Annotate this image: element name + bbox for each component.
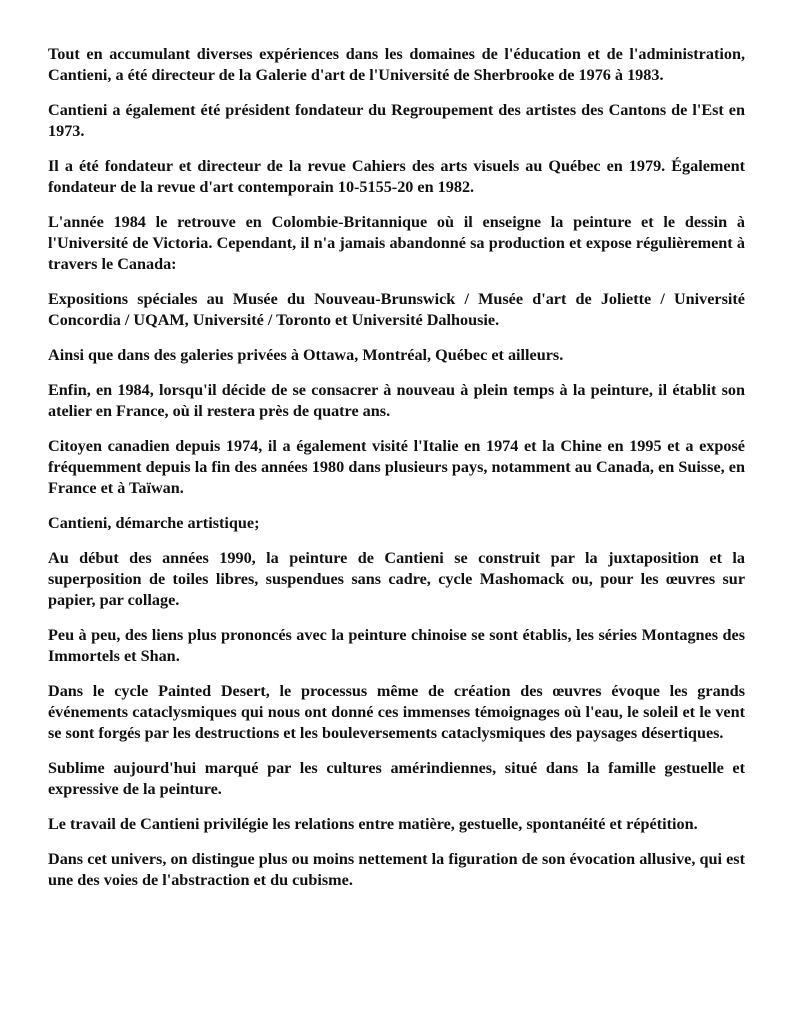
paragraph-regroupement: Cantieni a également été président fondateur du Regroupement des artistes des Cantons de l'Est en 1973. <box>48 101 745 140</box>
paragraph-career-sherbrooke: Tout en accumulant diverses expériences dans les domaines de l'éducation et de l'administration, Cantieni, a été directeur de la Galerie d'art de l'Université de Sherbrooke de 1976 à 1983. <box>48 45 745 84</box>
paragraph-citoyen: Citoyen canadien depuis 1974, il a également visité l'Italie en 1974 et la Chine en 1995 et a exposé fréquemment depuis la fin des années 1980 dans plusieurs pays, notamment au Canada, en Suisse, en France et à Taïwan. <box>48 437 745 497</box>
paragraph-sublime: Sublime aujourd'hui marqué par les cultures amérindiennes, situé dans la famille gestuelle et expressive de la peinture. <box>48 759 745 798</box>
paragraph-painted-desert: Dans le cycle Painted Desert, le processus même de création des œuvres évoque les grands événements cataclysmiques qui nous ont donné ces immenses témoignages où l'eau, le soleil et le vent se sont forgés par les destructions et les bouleversements cataclysmiques des paysages désertiques. <box>48 682 745 742</box>
paragraph-demarche-heading: Cantieni, démarche artistique; <box>48 514 260 532</box>
document-page <box>48 44 745 891</box>
paragraph-revue-founder: Il a été fondateur et directeur de la revue Cahiers des arts visuels au Québec en 1979. Également fondateur de la revue d'art contemporain 10-5155-20 en 1982. <box>48 157 745 196</box>
paragraph-galeries: Ainsi que dans des galeries privées à Ottawa, Montréal, Québec et ailleurs. <box>48 346 564 364</box>
paragraph-expositions: Expositions spéciales au Musée du Nouveau-Brunswick / Musée d'art de Joliette / Université Concordia / UQAM, Université / Toronto et Université Dalhousie. <box>48 290 745 329</box>
paragraph-annees-1990: Au début des années 1990, la peinture de Cantieni se construit par la juxtaposition et la superposition de toiles libres, suspendues sans cadre, cycle Mashomack ou, pour les œuvres sur papier, par collage. <box>48 549 745 609</box>
paragraph-univers: Dans cet univers, on distingue plus ou moins nettement la figuration de son évocation allusive, qui est une des voies de l'abstraction et du cubisme. <box>48 850 745 889</box>
paragraph-travail: Le travail de Cantieni privilégie les relations entre matière, gestuelle, spontanéité et répétition. <box>48 815 698 833</box>
paragraph-peinture-chinoise: Peu à peu, des liens plus prononcés avec la peinture chinoise se sont établis, les séries Montagnes des Immortels et Shan. <box>48 626 745 665</box>
paragraph-victoria: L'année 1984 le retrouve en Colombie-Britannique où il enseigne la peinture et le dessin à l'Université de Victoria. Cependant, il n'a jamais abandonné sa production et expose régulièrement à travers le Canada: <box>48 213 745 273</box>
paragraph-france: Enfin, en 1984, lorsqu'il décide de se consacrer à nouveau à plein temps à la peinture, il établit son atelier en France, où il restera près de quatre ans. <box>48 381 745 420</box>
